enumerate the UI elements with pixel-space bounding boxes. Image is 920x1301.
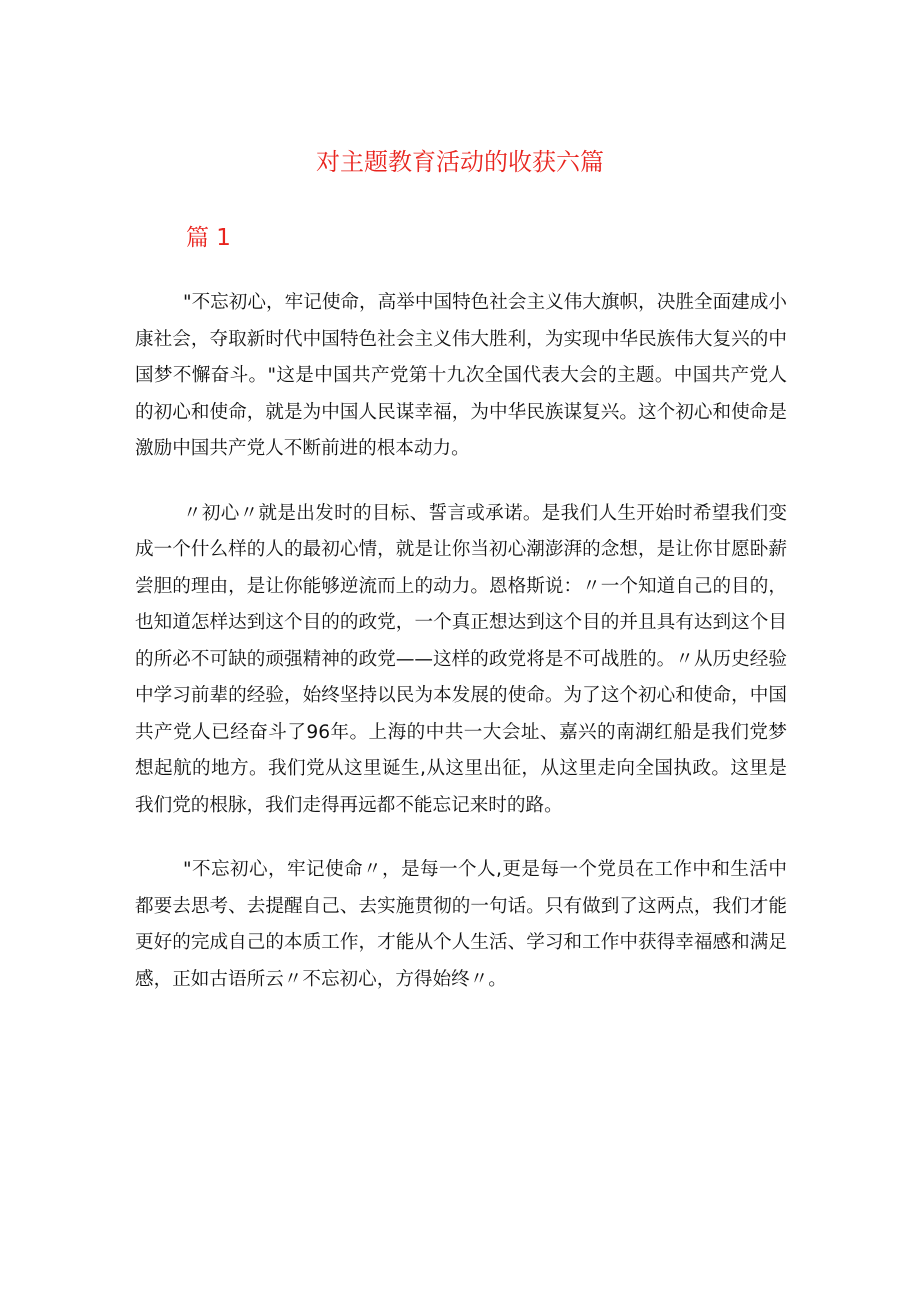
paragraph-1: "不忘初心，牢记使命，高举中国特色社会主义伟大旗帜，决胜全面建成小康社会，夺取新时代中国特色社会主义伟大胜利，为实现中华民族伟大复兴的中国梦不懈奋斗。"这是中国共产党第十九次全国代表大会的主题。中国共产党人的初心和使命，就是为中国人民谋幸福，为中华民族谋复兴。这个初心和使命是激励中国共产党人不断前进的根本动力。 (135, 292, 787, 459)
paragraph-2: 〃初心〃就是出发时的目标、誓言或承诺。是我们人生开始时希望我们变成一个什么样的人的最初心情，就是让你当初心潮澎湃的念想，是让你甘愿卧薪尝胆的理由，是让你能够逆流而上的动力。恩格斯说：〃一个知道自己的目的，也知道怎样达到这个目的的政党，一个真正想达到这个目的并且具有达到这个目的所必不可缺的顽强精神的政党——这样的政党将是不可战胜的。〃从历史经验中学习前辈的经验，始终坚持以民为本发展的使命。为了这个初心和使命，中国共产党人已经奋斗了96年。上海的中共一大会址、嘉兴的南湖红船是我们党梦想起航的地方。我们党从这里诞生,从这里出征，从这里走向全国执政。这里是我们党的根脉，我们走得再远都不能忘记来时的路。 (135, 502, 787, 816)
document-body (135, 285, 787, 1026)
document-title: 对主题教育活动的收获六篇 (316, 148, 604, 176)
paragraph-3: "不忘初心，牢记使命〃，是每一个人,更是每一个党员在工作中和生活中都要去思考、去提醒自己、去实施贯彻的一句话。只有做到了这两点，我们才能更好的完成自己的本质工作，才能从个人生活、学习和工作中获得幸福感和满足感，正如古语所云〃不忘初心，方得始终〃。 (135, 859, 787, 990)
section-heading: 篇 1 (186, 225, 231, 251)
